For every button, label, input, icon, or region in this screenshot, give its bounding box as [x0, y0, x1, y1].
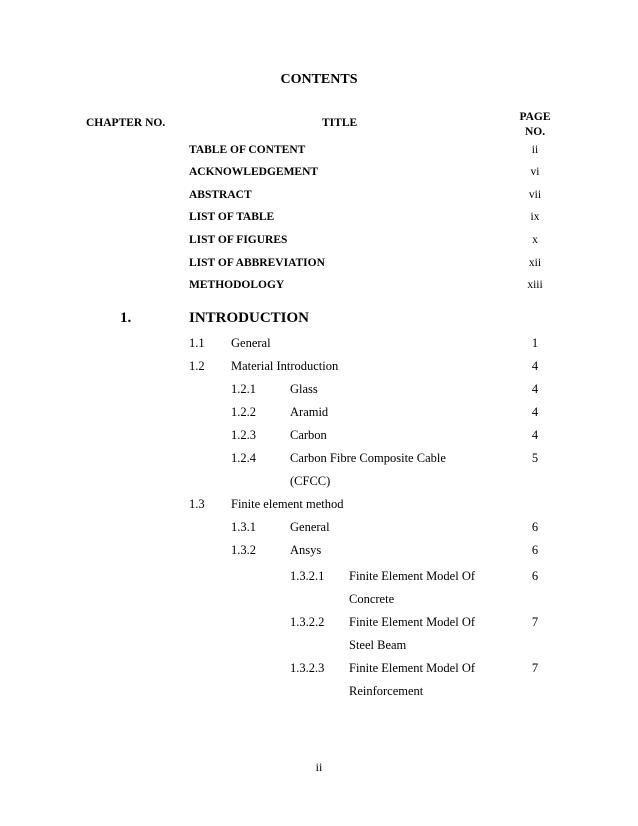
section-page: 4: [531, 359, 539, 373]
toc-entry-title: LIST OF TABLE: [189, 211, 275, 223]
toc-entry-title: METHODOLOGY: [189, 279, 285, 291]
subsubsection-title: Finite Element Model Of: [349, 569, 476, 583]
subsubsection-title-continued: Steel Beam: [349, 638, 407, 652]
subsubsection-page: 7: [531, 661, 539, 675]
toc-entry-page: xiii: [527, 279, 543, 291]
subsection-number: 1.2.4: [231, 451, 256, 465]
subsection-number: 1.2.1: [231, 382, 256, 396]
toc-entry-page: vi: [530, 166, 540, 178]
subsection-number: 1.2.3: [231, 428, 256, 442]
subsection-page: 5: [531, 451, 539, 465]
subsubsection-page: 6: [531, 569, 539, 583]
subsection-page: 4: [531, 428, 539, 442]
subsubsection-title: Finite Element Model Of: [349, 661, 476, 675]
subsubsection-number: 1.3.2.3: [290, 661, 325, 675]
subsection-page: 4: [531, 405, 539, 419]
toc-entry-title: TABLE OF CONTENT: [189, 144, 306, 156]
toc-entry-title: ACKNOWLEDGEMENT: [189, 166, 319, 178]
chapter-title: INTRODUCTION: [189, 310, 310, 326]
section-page: 1: [531, 336, 539, 350]
toc-entry-title: ABSTRACT: [189, 189, 252, 201]
toc-entry-page: ix: [530, 211, 540, 223]
subsubsection-page: 7: [531, 615, 539, 629]
subsection-title: General: [290, 520, 330, 534]
toc-entry-title: LIST OF FIGURES: [189, 234, 288, 246]
section-title: Finite element method: [231, 497, 344, 511]
column-header-title: TITLE: [322, 117, 358, 129]
subsection-page: 4: [531, 382, 539, 396]
section-number: 1.1: [189, 336, 205, 350]
subsection-title: Carbon Fibre Composite Cable: [290, 451, 446, 465]
toc-entry-page: x: [532, 234, 538, 246]
subsubsection-number: 1.3.2.2: [290, 615, 325, 629]
subsection-title: Glass: [290, 382, 318, 396]
section-title: Material Introduction: [231, 359, 339, 373]
subsubsection-title: Finite Element Model Of: [349, 615, 476, 629]
subsubsection-number: 1.3.2.1: [290, 569, 325, 583]
toc-entry-page: ii: [531, 144, 539, 156]
subsection-page: 6: [531, 543, 539, 557]
subsection-title: Carbon: [290, 428, 327, 442]
subsection-number: 1.3.1: [231, 520, 256, 534]
column-header-chapter: CHAPTER NO.: [86, 117, 166, 129]
subsection-number: 1.3.2: [231, 543, 256, 557]
section-title: General: [231, 336, 271, 350]
section-number: 1.3: [189, 497, 205, 511]
toc-entry-page: vii: [528, 189, 542, 201]
chapter-number: 1.: [120, 310, 132, 326]
page-number: ii: [315, 760, 323, 774]
toc-entry-title: LIST OF ABBREVIATION: [189, 257, 325, 269]
subsection-number: 1.2.2: [231, 405, 256, 419]
section-number: 1.2: [189, 359, 205, 373]
subsubsection-title-continued: Reinforcement: [349, 684, 424, 698]
subsection-title: Ansys: [290, 543, 322, 557]
column-header-page: PAGE: [519, 111, 551, 123]
subsubsection-title-continued: Concrete: [349, 592, 395, 606]
column-header-page-no: NO.: [524, 126, 546, 138]
subsection-title-continued: (CFCC): [290, 474, 331, 488]
toc-entry-page: xii: [528, 257, 542, 269]
subsection-title: Aramid: [290, 405, 329, 419]
page-title: CONTENTS: [280, 72, 358, 87]
subsection-page: 6: [531, 520, 539, 534]
